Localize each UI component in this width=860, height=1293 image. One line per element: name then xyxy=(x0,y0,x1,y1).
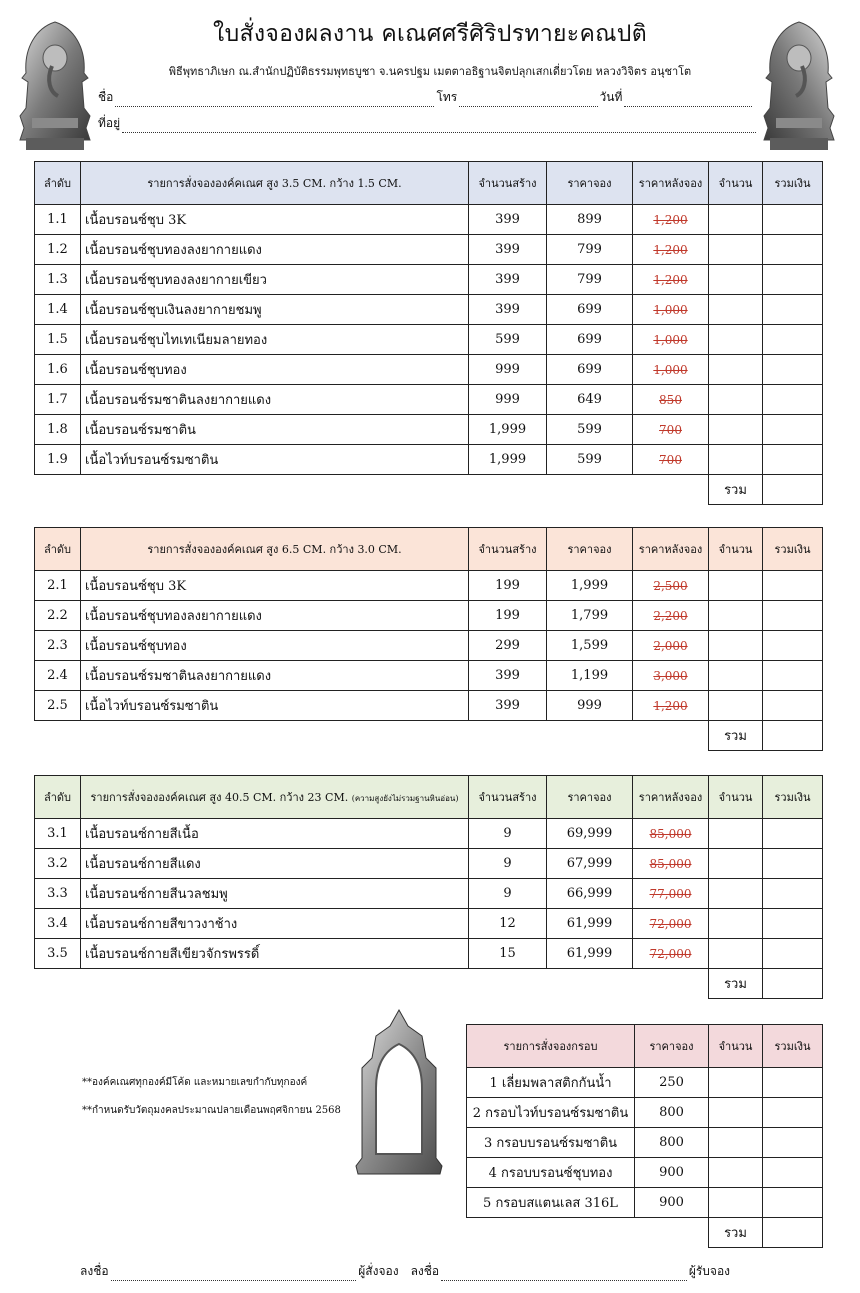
table-header-row xyxy=(35,162,823,205)
row-after-price: 1,200 xyxy=(633,205,709,235)
table-header-row xyxy=(35,528,823,571)
row-item: เนื้อบรอนซ์ชุบทองลงยากายแดง xyxy=(81,235,469,265)
row-qty-field[interactable] xyxy=(709,355,763,385)
signature-line xyxy=(80,1262,730,1281)
row-after-price: 2,000 xyxy=(633,631,709,661)
row-build-qty: 1,999 xyxy=(469,445,547,475)
row-build-qty: 1,999 xyxy=(469,415,547,445)
row-build-qty: 399 xyxy=(469,661,547,691)
row-total-field[interactable] xyxy=(763,631,823,661)
row-qty-field[interactable] xyxy=(709,1098,763,1128)
sum-label: รวม xyxy=(709,721,763,751)
row-price: 699 xyxy=(547,355,633,385)
row-total-field[interactable] xyxy=(763,909,823,939)
row-after-price: 3,000 xyxy=(633,661,709,691)
row-after-price: 850 xyxy=(633,385,709,415)
sum-label: รวม xyxy=(709,1218,763,1248)
table-row xyxy=(467,1158,823,1188)
row-total-field[interactable] xyxy=(763,265,823,295)
phone-field[interactable] xyxy=(459,94,597,107)
row-qty-field[interactable] xyxy=(709,939,763,969)
row-after-price: 1,000 xyxy=(633,355,709,385)
customer-info-line xyxy=(98,88,754,107)
row-number: 1.9 xyxy=(35,445,81,475)
table-row xyxy=(35,235,823,265)
address-line xyxy=(98,114,758,133)
row-after-price: 72,000 xyxy=(633,939,709,969)
table-row xyxy=(35,325,823,355)
col-total: รวมเงิน xyxy=(763,1025,823,1068)
row-number: 2.2 xyxy=(35,601,81,631)
row-item: เนื้อบรอนซ์ชุบทองลงยากายเขียว xyxy=(81,265,469,295)
row-build-qty: 15 xyxy=(469,939,547,969)
table-header-row xyxy=(35,776,823,819)
row-after-price: 85,000 xyxy=(633,849,709,879)
row-after-price: 700 xyxy=(633,415,709,445)
row-after-price: 700 xyxy=(633,445,709,475)
table-row xyxy=(35,295,823,325)
row-total-field[interactable] xyxy=(763,819,823,849)
frame-item: 2 กรอบไวท์บรอนซ์รมซาติน xyxy=(467,1098,635,1128)
table-row xyxy=(467,1188,823,1218)
row-item: เนื้อบรอนซ์กายสีขาวงาช้าง xyxy=(81,909,469,939)
row-qty-field[interactable] xyxy=(709,385,763,415)
row-qty-field[interactable] xyxy=(709,909,763,939)
row-price: 899 xyxy=(547,205,633,235)
date-label: วันที่ xyxy=(599,90,623,104)
sum-field[interactable] xyxy=(763,969,823,999)
row-item: เนื้อบรอนซ์รมซาตินลงยากายแดง xyxy=(81,661,469,691)
row-number: 1.6 xyxy=(35,355,81,385)
row-total-field[interactable] xyxy=(763,571,823,601)
frames-title: รายการสั่งจองกรอบ xyxy=(467,1025,635,1068)
sum-row xyxy=(35,721,823,751)
section-title-note: (ความสูงยังไม่รวมฐานหินอ่อน) xyxy=(351,794,459,803)
section-title-text: รายการสั่งจององค์คเณศ สูง 40.5 CM. กว้าง 23 CM. xyxy=(90,791,349,804)
row-qty-field[interactable] xyxy=(709,661,763,691)
row-qty-field[interactable] xyxy=(709,849,763,879)
row-number: 2.1 xyxy=(35,571,81,601)
receiver-signature-field[interactable] xyxy=(441,1268,687,1281)
row-item: เนื้อไวท์บรอนซ์รมซาติน xyxy=(81,445,469,475)
row-qty-field[interactable] xyxy=(709,1188,763,1218)
col-total: รวมเงิน xyxy=(763,528,823,571)
sum-row xyxy=(467,1218,823,1248)
orderer-role: ผู้สั่งจอง xyxy=(358,1264,399,1278)
row-item: เนื้อไวท์บรอนซ์รมซาติน xyxy=(81,691,469,721)
row-qty-field[interactable] xyxy=(709,1068,763,1098)
note-delivery: **กำหนดรับวัตถุมงคลประมาณปลายเดือนพฤศจิกายน 2568 xyxy=(82,1105,341,1116)
row-price: 66,999 xyxy=(547,879,633,909)
row-number: 1.5 xyxy=(35,325,81,355)
name-field[interactable] xyxy=(115,94,434,107)
row-after-price: 1,000 xyxy=(633,325,709,355)
col-qty: จำนวน xyxy=(709,776,763,819)
section-title: รายการสั่งจององค์คเณศ สูง 6.5 CM. กว้าง 3.0 CM. xyxy=(81,528,469,571)
row-qty-field[interactable] xyxy=(709,819,763,849)
row-qty-field[interactable] xyxy=(709,631,763,661)
row-number: 1.8 xyxy=(35,415,81,445)
frame-item: 1 เลี่ยมพลาสติกกันน้ำ xyxy=(467,1068,635,1098)
row-after-price: 2,500 xyxy=(633,571,709,601)
col-after-price: ราคาหลังจอง xyxy=(633,776,709,819)
row-build-qty: 9 xyxy=(469,819,547,849)
row-build-qty: 199 xyxy=(469,571,547,601)
row-total-field[interactable] xyxy=(763,385,823,415)
table-row xyxy=(35,631,823,661)
row-item: เนื้อบรอนซ์รมซาตินลงยากายแดง xyxy=(81,385,469,415)
row-price: 599 xyxy=(547,415,633,445)
row-build-qty: 399 xyxy=(469,265,547,295)
table-row xyxy=(35,849,823,879)
row-number: 1.2 xyxy=(35,235,81,265)
row-number: 1.1 xyxy=(35,205,81,235)
row-qty-field[interactable] xyxy=(709,415,763,445)
row-number: 3.1 xyxy=(35,819,81,849)
row-total-field[interactable] xyxy=(763,1068,823,1098)
frame-item: 5 กรอบสแตนเลส 316L xyxy=(467,1188,635,1218)
table-row xyxy=(35,571,823,601)
row-item: เนื้อบรอนซ์ชุบเงินลงยากายชมพู xyxy=(81,295,469,325)
row-qty-field[interactable] xyxy=(709,325,763,355)
orderer-signature-field[interactable] xyxy=(111,1268,357,1281)
row-qty-field[interactable] xyxy=(709,265,763,295)
row-item: เนื้อบรอนซ์กายสีเขียวจักรพรรดิ์ xyxy=(81,939,469,969)
table-header-row xyxy=(467,1025,823,1068)
row-price: 799 xyxy=(547,235,633,265)
table-row xyxy=(467,1098,823,1128)
row-after-price: 1,000 xyxy=(633,295,709,325)
row-qty-field[interactable] xyxy=(709,1128,763,1158)
frame-price: 900 xyxy=(635,1158,709,1188)
row-qty-field[interactable] xyxy=(709,879,763,909)
address-field[interactable] xyxy=(122,120,756,133)
row-price: 1,599 xyxy=(547,631,633,661)
row-qty-field[interactable] xyxy=(709,571,763,601)
table-row xyxy=(35,909,823,939)
row-price: 67,999 xyxy=(547,849,633,879)
row-build-qty: 399 xyxy=(469,295,547,325)
row-price: 649 xyxy=(547,385,633,415)
table-row xyxy=(35,355,823,385)
col-price: ราคาจอง xyxy=(547,528,633,571)
row-total-field[interactable] xyxy=(763,355,823,385)
row-item: เนื้อบรอนซ์ชุบ 3K xyxy=(81,571,469,601)
frame-price: 900 xyxy=(635,1188,709,1218)
row-total-field[interactable] xyxy=(763,939,823,969)
row-item: เนื้อบรอนซ์ชุบ 3K xyxy=(81,205,469,235)
row-qty-field[interactable] xyxy=(709,295,763,325)
sign-label-orderer: ลงชื่อ xyxy=(80,1264,109,1278)
table-row xyxy=(35,385,823,415)
col-no: ลำดับ xyxy=(35,528,81,571)
frame-price: 800 xyxy=(635,1098,709,1128)
row-item: เนื้อบรอนซ์ชุบทอง xyxy=(81,355,469,385)
row-item: เนื้อบรอนซ์กายสีแดง xyxy=(81,849,469,879)
table-row xyxy=(35,265,823,295)
row-item: เนื้อบรอนซ์กายสีเนื้อ xyxy=(81,819,469,849)
col-qty: จำนวน xyxy=(709,1025,763,1068)
row-build-qty: 9 xyxy=(469,879,547,909)
row-total-field[interactable] xyxy=(763,601,823,631)
row-build-qty: 9 xyxy=(469,849,547,879)
row-total-field[interactable] xyxy=(763,415,823,445)
row-number: 3.3 xyxy=(35,879,81,909)
row-item: เนื้อบรอนซ์ชุบทอง xyxy=(81,631,469,661)
row-build-qty: 399 xyxy=(469,235,547,265)
page-subtitle: พิธีพุทธาภิเษก ณ.สำนักปฏิบัติธรรมพุทธบูชา จ.นครปฐม เมตตาอธิฐานจิตปลุกเสกเดี่ยวโดย หลวงวิจิตร อนุชาโต xyxy=(168,65,692,78)
row-qty-field[interactable] xyxy=(709,445,763,475)
row-build-qty: 999 xyxy=(469,385,547,415)
row-after-price: 1,200 xyxy=(633,265,709,295)
row-price: 999 xyxy=(547,691,633,721)
row-after-price: 72,000 xyxy=(633,909,709,939)
name-label: ชื่อ xyxy=(98,90,114,104)
table-row xyxy=(35,445,823,475)
row-price: 1,199 xyxy=(547,661,633,691)
table-row xyxy=(35,205,823,235)
sum-row xyxy=(35,475,823,505)
sum-label: รวม xyxy=(709,969,763,999)
ganesha-statue-right-image xyxy=(760,18,838,153)
row-number: 2.5 xyxy=(35,691,81,721)
row-total-field[interactable] xyxy=(763,1158,823,1188)
order-table-size-large xyxy=(34,775,823,999)
row-number: 3.2 xyxy=(35,849,81,879)
row-build-qty: 399 xyxy=(469,205,547,235)
frame-price: 250 xyxy=(635,1068,709,1098)
row-total-field[interactable] xyxy=(763,1098,823,1128)
row-after-price: 85,000 xyxy=(633,819,709,849)
row-total-field[interactable] xyxy=(763,295,823,325)
sum-field[interactable] xyxy=(763,721,823,751)
col-price: ราคาจอง xyxy=(547,776,633,819)
row-number: 3.5 xyxy=(35,939,81,969)
frame-sample-image xyxy=(352,1008,446,1176)
order-table-size-small xyxy=(34,161,823,505)
row-build-qty: 999 xyxy=(469,355,547,385)
row-after-price: 2,200 xyxy=(633,601,709,631)
table-row xyxy=(467,1128,823,1158)
sum-row xyxy=(35,969,823,999)
col-qty: จำนวน xyxy=(709,528,763,571)
table-row xyxy=(35,879,823,909)
col-build-qty: จำนวนสร้าง xyxy=(469,162,547,205)
section-title xyxy=(81,776,469,819)
date-field[interactable] xyxy=(624,94,752,107)
ganesha-statue-left-image xyxy=(16,18,94,153)
row-total-field[interactable] xyxy=(763,849,823,879)
order-table-size-medium xyxy=(34,527,823,751)
col-after-price: ราคาหลังจอง xyxy=(633,162,709,205)
col-no: ลำดับ xyxy=(35,162,81,205)
row-qty-field[interactable] xyxy=(709,1158,763,1188)
table-row xyxy=(35,661,823,691)
row-number: 1.4 xyxy=(35,295,81,325)
table-row xyxy=(35,691,823,721)
row-number: 3.4 xyxy=(35,909,81,939)
col-total: รวมเงิน xyxy=(763,162,823,205)
sum-label: รวม xyxy=(709,475,763,505)
row-price: 1,799 xyxy=(547,601,633,631)
row-price: 61,999 xyxy=(547,939,633,969)
address-label: ที่อยู่ xyxy=(98,116,121,130)
row-item: เนื้อบรอนซ์กายสีนวลชมพู xyxy=(81,879,469,909)
row-build-qty: 199 xyxy=(469,601,547,631)
row-after-price: 1,200 xyxy=(633,691,709,721)
row-after-price: 1,200 xyxy=(633,235,709,265)
col-build-qty: จำนวนสร้าง xyxy=(469,528,547,571)
frame-item: 4 กรอบบรอนซ์ชุบทอง xyxy=(467,1158,635,1188)
row-number: 1.3 xyxy=(35,265,81,295)
row-total-field[interactable] xyxy=(763,661,823,691)
sum-field[interactable] xyxy=(763,475,823,505)
row-total-field[interactable] xyxy=(763,879,823,909)
table-row xyxy=(35,819,823,849)
sign-label-receiver: ลงชื่อ xyxy=(410,1264,440,1278)
sum-field[interactable] xyxy=(763,1218,823,1248)
receiver-role: ผู้รับจอง xyxy=(688,1264,731,1278)
row-after-price: 77,000 xyxy=(633,879,709,909)
row-price: 61,999 xyxy=(547,909,633,939)
frame-item: 3 กรอบบรอนซ์รมซาติน xyxy=(467,1128,635,1158)
row-price: 1,999 xyxy=(547,571,633,601)
col-build-qty: จำนวนสร้าง xyxy=(469,776,547,819)
row-total-field[interactable] xyxy=(763,691,823,721)
row-build-qty: 12 xyxy=(469,909,547,939)
row-qty-field[interactable] xyxy=(709,205,763,235)
col-qty: จำนวน xyxy=(709,162,763,205)
table-row xyxy=(35,601,823,631)
table-row xyxy=(35,415,823,445)
row-number: 1.7 xyxy=(35,385,81,415)
row-build-qty: 399 xyxy=(469,691,547,721)
frame-price: 800 xyxy=(635,1128,709,1158)
section-title: รายการสั่งจององค์คเณศ สูง 3.5 CM. กว้าง 1.5 CM. xyxy=(81,162,469,205)
row-total-field[interactable] xyxy=(763,205,823,235)
row-total-field[interactable] xyxy=(763,445,823,475)
row-number: 2.4 xyxy=(35,661,81,691)
row-build-qty: 599 xyxy=(469,325,547,355)
row-price: 599 xyxy=(547,445,633,475)
row-item: เนื้อบรอนซ์รมซาติน xyxy=(81,415,469,445)
table-row xyxy=(35,939,823,969)
row-total-field[interactable] xyxy=(763,1128,823,1158)
row-price: 699 xyxy=(547,325,633,355)
row-price: 699 xyxy=(547,295,633,325)
col-price: ราคาจอง xyxy=(547,162,633,205)
note-code: **องค์คเณศทุกองค์มีโค้ด และหมายเลขกำกับทุกองค์ xyxy=(82,1077,308,1088)
phone-label: โทร xyxy=(436,90,458,104)
row-number: 2.3 xyxy=(35,631,81,661)
col-after-price: ราคาหลังจอง xyxy=(633,528,709,571)
row-price: 799 xyxy=(547,265,633,295)
row-total-field[interactable] xyxy=(763,235,823,265)
row-total-field[interactable] xyxy=(763,1188,823,1218)
row-total-field[interactable] xyxy=(763,325,823,355)
table-row xyxy=(467,1068,823,1098)
col-total: รวมเงิน xyxy=(763,776,823,819)
row-item: เนื้อบรอนซ์ชุบทองลงยากายแดง xyxy=(81,601,469,631)
col-price: ราคาจอง xyxy=(635,1025,709,1068)
col-no: ลำดับ xyxy=(35,776,81,819)
row-qty-field[interactable] xyxy=(709,601,763,631)
row-price: 69,999 xyxy=(547,819,633,849)
page-title: ใบสั่งจองผลงาน คเณศศรีศิริปรทายะคณปติ xyxy=(213,21,647,47)
row-qty-field[interactable] xyxy=(709,691,763,721)
row-qty-field[interactable] xyxy=(709,235,763,265)
row-item: เนื้อบรอนซ์ชุบไทเทเนียมลายทอง xyxy=(81,325,469,355)
row-build-qty: 299 xyxy=(469,631,547,661)
frame-order-table xyxy=(466,1024,823,1248)
